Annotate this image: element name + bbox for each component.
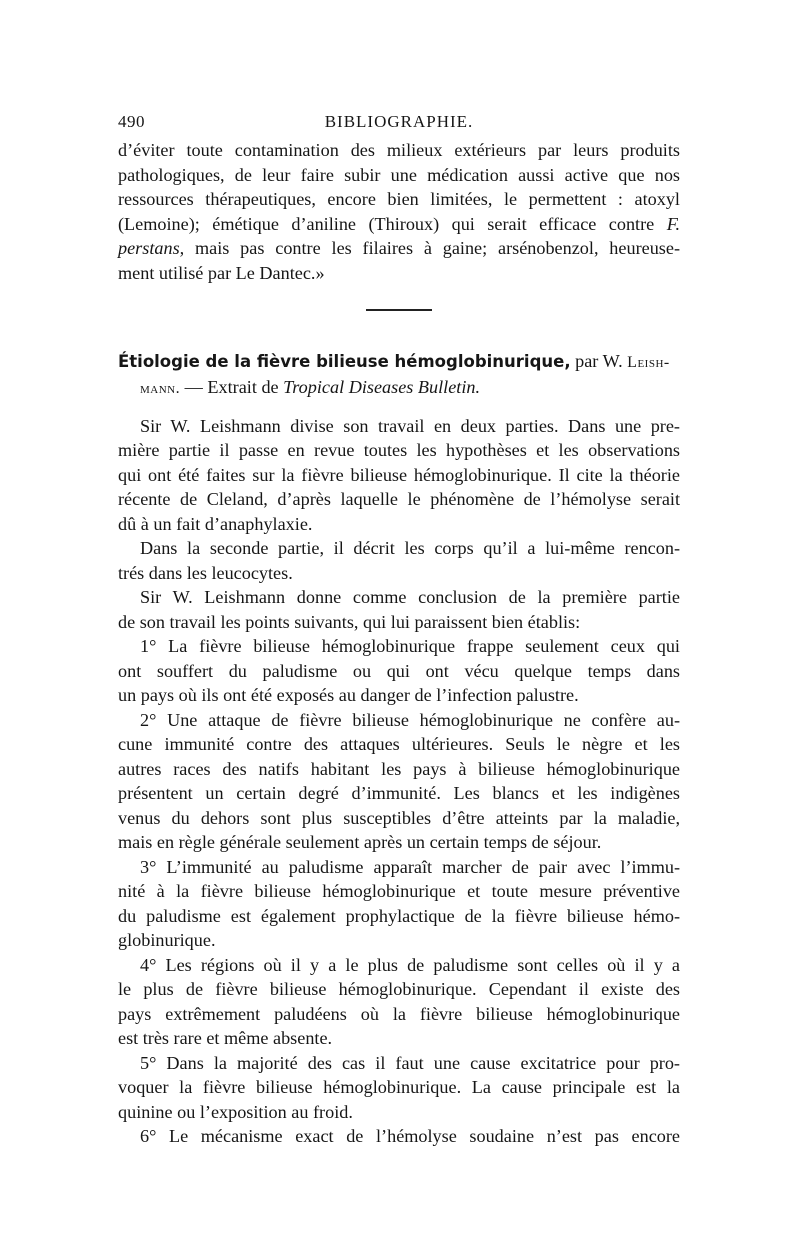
body-line: le plus de fièvre bilieuse hémoglobinurique. Cependant il existe des bbox=[118, 979, 680, 999]
heading-par: par W. bbox=[575, 350, 623, 371]
body-line: est très rare et même absente. bbox=[118, 1028, 333, 1048]
body-line: 6° Le mécanisme exact de l’hémolyse soudaine n’est pas encore bbox=[140, 1126, 680, 1146]
body-line: du paludisme est également prophylactique de la fièvre bilieuse hémo- bbox=[118, 905, 680, 926]
body-line: pays extrêmement paludéens où la fièvre bilieuse hémoglobinurique bbox=[118, 1003, 680, 1024]
page-number: 490 bbox=[118, 112, 145, 131]
body-line: dû à un fait d’anaphylaxie. bbox=[118, 513, 313, 534]
running-header bbox=[118, 112, 680, 138]
author-name: Leish- bbox=[627, 353, 670, 371]
body-line: nité à la fièvre bilieuse hémoglobinurique et toute mesure préventive bbox=[118, 881, 680, 901]
article-body bbox=[118, 414, 680, 1149]
text-segment: mais pas contre les filaires à gaine; arsénobenzol, heureuse- bbox=[195, 238, 680, 258]
journal-title: Tropical Diseases Bulletin. bbox=[283, 377, 481, 397]
body-line: Dans la seconde partie, il décrit les corps qu’il a lui-même rencon- bbox=[140, 538, 680, 558]
article-title: Étiologie de la fièvre bilieuse hémoglobinurique, bbox=[118, 351, 571, 371]
body-line: 3° L’immunité au paludisme apparaît marcher de pair avec l’immu- bbox=[140, 856, 680, 877]
article-heading bbox=[118, 349, 680, 402]
body-line: un pays où ils ont été exposés au danger de l’infection palustre. bbox=[118, 685, 579, 705]
heading-line bbox=[118, 349, 680, 376]
body-line: cune immunité contre des attaques ultérieures. Seuls le nègre et les bbox=[118, 734, 680, 754]
heading-line bbox=[118, 375, 680, 402]
body-line: de son travail les points suivants, qui lui paraissent bien établis: bbox=[118, 611, 581, 632]
text-segment: (Lemoine); émétique d’aniline (Thiroux) qui serait efficace contre bbox=[118, 213, 655, 234]
body-line: présentent un certain degré d’immunité. Les blancs et les indigènes bbox=[118, 783, 680, 803]
body-line: trés dans les leucocytes. bbox=[118, 562, 293, 583]
body-line: autres races des natifs habitant les pays à bilieuse hémoglobinurique bbox=[118, 758, 680, 779]
body-line: récente de Cleland, d’après laquelle le phénomène de l’hémolyse serait bbox=[118, 489, 680, 509]
body-line: Sir W. Leishmann donne comme conclusion de la première partie bbox=[140, 587, 680, 607]
page bbox=[118, 112, 680, 1149]
body-line: 5° Dans la majorité des cas il faut une cause excitatrice pour pro- bbox=[140, 1052, 680, 1073]
body-line: mière partie il passe en revue toutes les hypothèses et les observations bbox=[118, 440, 680, 460]
body-line: qui ont été faites sur la fièvre bilieuse hémoglobinurique. Il cite la théorie bbox=[118, 464, 680, 485]
body-line: voquer la fièvre bilieuse hémoglobinurique. La cause principale est la bbox=[118, 1077, 680, 1097]
body-line: 2° Une attaque de fièvre bilieuse hémoglobinurique ne confère au- bbox=[140, 709, 680, 730]
species-name: F. bbox=[666, 213, 680, 234]
body-line: venus du dehors sont plus susceptibles d’être atteints par la maladie, bbox=[118, 807, 680, 828]
text-line: d’éviter toute contamination des milieux extérieurs par leurs produits bbox=[118, 140, 680, 160]
body-line: mais en règle générale seulement après un certain temps de séjour. bbox=[118, 832, 602, 852]
body-line: quinine ou l’exposition au froid. bbox=[118, 1101, 353, 1122]
intro-paragraph bbox=[118, 138, 680, 285]
body-line: globinurique. bbox=[118, 930, 216, 950]
text-line: pathologiques, de leur faire subir une médication aussi active que nos bbox=[118, 164, 680, 185]
extract-prefix: — Extrait de bbox=[184, 377, 279, 397]
text-line: ressources thérapeutiques, encore bien limitées, le permettent : atoxyl bbox=[118, 189, 680, 209]
body-line: 4° Les régions où il y a le plus de paludisme sont celles où il y a bbox=[140, 954, 680, 975]
text-line bbox=[118, 212, 680, 237]
body-line: 1° La fièvre bilieuse hémoglobinurique frappe seulement ceux qui bbox=[140, 636, 680, 656]
species-name: perstans, bbox=[118, 238, 185, 258]
body-line: ont souffert du paludisme ou qui ont vécu quelque temps dans bbox=[118, 660, 680, 681]
text-line bbox=[118, 236, 680, 261]
running-title: BIBLIOGRAPHIE. bbox=[324, 112, 474, 131]
author-name-cont: mann. bbox=[140, 380, 181, 397]
body-line: Sir W. Leishmann divise son travail en deux parties. Dans une pre- bbox=[140, 415, 680, 436]
section-divider bbox=[366, 309, 432, 311]
text-line: ment utilisé par Le Dantec.» bbox=[118, 262, 325, 283]
